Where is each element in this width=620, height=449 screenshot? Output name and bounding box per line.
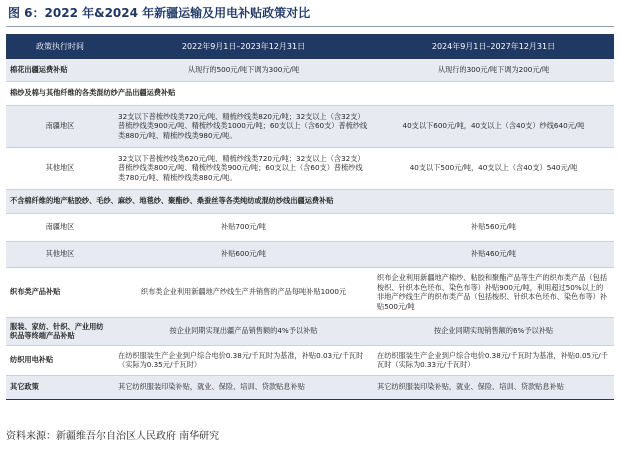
cell-2022: 32支以下普梳纱线类620元/吨、精梳纱线类720元/吨；32支以上（含32支）普梳纱线类800元/吨、精梳纱线类900元/吨；60支以上（含60支）普梳纱线类780元/吨、精梳纱线类880元/吨。 [114, 147, 373, 189]
table-row [6, 375, 614, 399]
policy-comparison-table [6, 34, 614, 400]
cell-2022: 补贴700元/吨 [114, 213, 373, 241]
header-2022: 2022年9月1日–2023年12月31日 [114, 34, 373, 59]
cell-2024: 补贴560元/吨 [373, 213, 614, 241]
cell-2022: 32支以下普梳纱线类720元/吨、精梳纱线类820元/吨；32支以上（含32支）普梳纱线类900元/吨、精梳纱线类1000元/吨；60支以上（含60支）普梳纱线类880元/吨、精梳纱线类980元/吨。 [114, 105, 373, 147]
header-period: 政策执行时间 [6, 34, 114, 59]
row-label: 纺织用电补贴 [6, 345, 114, 375]
row-label: 其他地区 [6, 147, 114, 189]
table-header-row [6, 34, 614, 59]
row-label: 南疆地区 [6, 105, 114, 147]
cell-2022: 在纺织服装生产企业到户综合电价0.38元/千瓦时为基准，补贴0.03元/千瓦时（实际为0.35元/千瓦时） [114, 345, 373, 375]
section-label: 棉纱及棉与其他纤维的各类混纺纱产品出疆运费补贴 [6, 81, 614, 105]
row-label: 服装、家纺、针织、产业用纺织品等终端产品补贴 [6, 317, 114, 345]
cell-2022: 按企业同期实现出疆产品销售额的4%予以补贴 [114, 317, 373, 345]
row-label: 其他地区 [6, 241, 114, 267]
figure-title: 图 6：2022 年&2024 年新疆运输及用电补贴政策对比 [8, 6, 311, 20]
section-row [6, 81, 614, 105]
cell-2024: 按企业同期实现销售额的6%予以补贴 [373, 317, 614, 345]
cell-2022: 织布类企业利用新疆地产纱线生产并销售的产品每吨补贴1000元 [114, 267, 373, 317]
cell-2024: 从现行的300元/吨下调为200元/吨 [373, 59, 614, 81]
table-row [6, 105, 614, 147]
cell-2024: 40支以下500元/吨，40支以上（含40支）540元/吨 [373, 147, 614, 189]
cell-2024: 在纺织服装生产企业到户综合电价0.38元/千瓦时为基准，补贴0.05元/千瓦时（实际为0.33元/千瓦时） [373, 345, 614, 375]
cell-2024: 补贴460元/吨 [373, 241, 614, 267]
section-row [6, 189, 614, 213]
cell-2024: 40支以下600元/吨，40支以上（含40支）纱线640元/吨 [373, 105, 614, 147]
cell-2024: 织布企业利用新疆地产棉纱、粘胶和聚酯产品等生产的织布类产品（包括梭织、针织本色坯布、染色布等）补贴900元/吨，利用超过50%以上的非地产纱线生产的织布类产品（包括梭织、针织本色坯布、染色布等）补贴500元/吨 [373, 267, 614, 317]
row-label: 南疆地区 [6, 213, 114, 241]
row-label: 棉花出疆运费补贴 [6, 59, 114, 81]
title-divider [6, 26, 614, 27]
cell-2024: 其它纺织服装印染补贴，就业、保险、培训、贷款贴息补贴 [373, 375, 614, 399]
table-row [6, 267, 614, 317]
table-row [6, 213, 614, 241]
row-label: 其它政策 [6, 375, 114, 399]
table-row [6, 317, 614, 345]
header-2024: 2024年9月1日–2027年12月31日 [373, 34, 614, 59]
cell-2022: 从现行的500元/吨下调为300元/吨 [114, 59, 373, 81]
table-row [6, 345, 614, 375]
table-row [6, 147, 614, 189]
table-row [6, 241, 614, 267]
table-row [6, 59, 614, 81]
row-label: 织布类产品补贴 [6, 267, 114, 317]
cell-2022: 补贴600元/吨 [114, 241, 373, 267]
cell-2022: 其它纺织服装印染补贴，就业、保险、培训、贷款贴息补贴 [114, 375, 373, 399]
section-label: 不含棉纤维的地产粘胶纱、毛纱、麻纱、地毯纱、聚酯纱、桑蚕丝等各类纯纺或混纺纱线出疆运费补贴 [6, 189, 614, 213]
source-note: 资料来源：新疆维吾尔自治区人民政府 南华研究 [6, 431, 220, 442]
